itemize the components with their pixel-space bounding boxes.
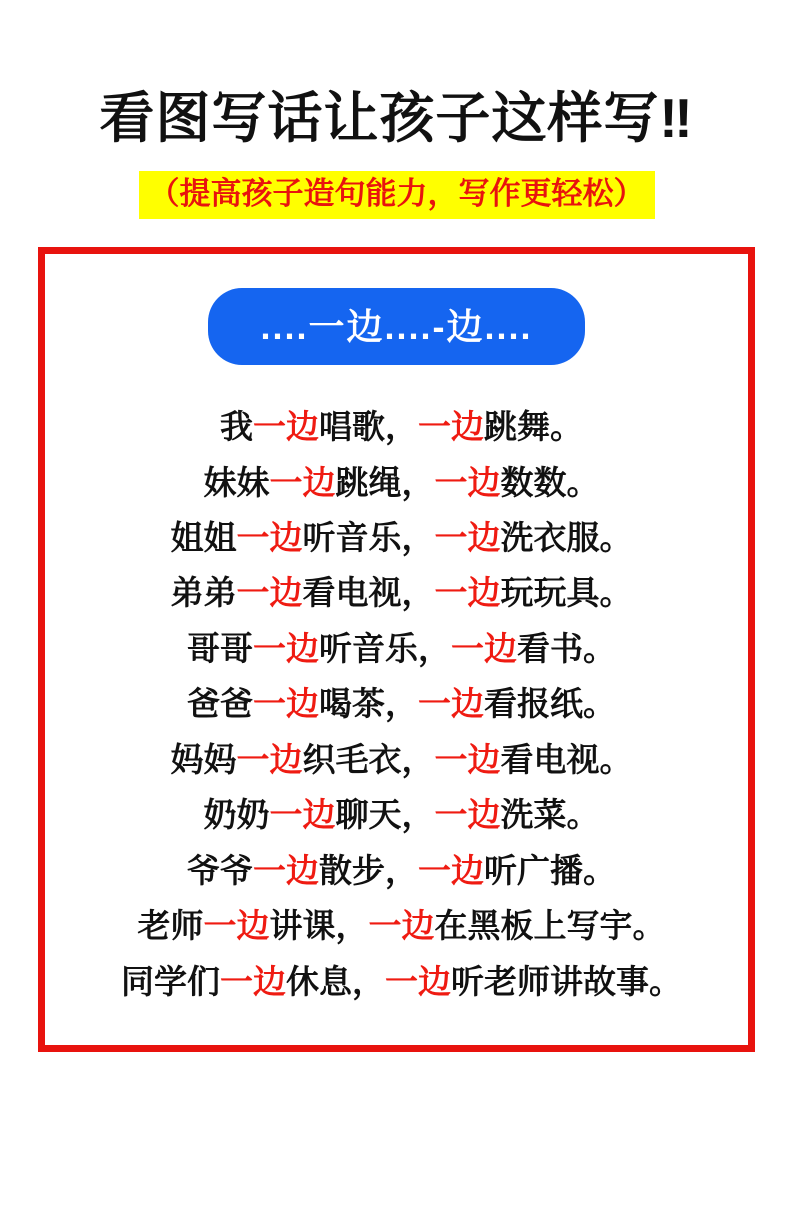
sentence-line [75, 455, 728, 510]
sentence-text: 看电视。 [500, 740, 633, 778]
sentence-text: 散步， [319, 851, 418, 889]
sentence-text: 看报纸。 [484, 685, 616, 723]
page-title: 看图写话让孩子这样写‼ [99, 87, 694, 149]
highlight-word: 一边 [434, 463, 501, 501]
sentence-line [75, 843, 728, 898]
sentence-list [65, 399, 728, 1009]
sentence-text: 看书。 [517, 629, 616, 667]
sentence-text: 妹妹 [203, 463, 270, 501]
sentence-text: 听广播。 [484, 851, 616, 889]
sentence-text: 喝茶， [319, 685, 418, 723]
sentence-text: 同学们 [121, 962, 220, 1000]
sentence-line [75, 732, 728, 787]
sentence-line [75, 399, 728, 454]
highlight-word: 一边 [236, 574, 303, 612]
subtitle-row [0, 171, 793, 220]
sentence-text: 爷爷 [187, 851, 253, 889]
highlight-word: 一边 [220, 962, 286, 1000]
sentence-text: 跳绳， [335, 463, 435, 501]
highlight-word: 一边 [236, 740, 303, 778]
sentence-text: 讲课， [269, 907, 369, 945]
highlight-word: 一边 [253, 851, 319, 889]
sentence-line [75, 898, 728, 953]
highlight-word: 一边 [368, 907, 435, 945]
sentence-text: 奶奶 [203, 796, 270, 834]
highlight-word: 一边 [253, 685, 319, 723]
sentence-text: 弟弟 [170, 574, 237, 612]
sentence-text: 听老师讲故事。 [451, 962, 682, 1000]
highlight-word: 一边 [253, 408, 319, 446]
highlight-word: 一边 [269, 463, 336, 501]
sentence-line [75, 954, 728, 1009]
sentence-text: 听音乐， [302, 519, 435, 557]
sentence-text: 爸爸 [187, 685, 253, 723]
worksheet-page [0, 88, 793, 1210]
sentence-text: 休息， [286, 962, 385, 1000]
highlight-word: 一边 [236, 519, 303, 557]
sentence-text: 聊天， [335, 796, 435, 834]
highlight-word: 一边 [253, 629, 319, 667]
sentence-text: 我 [220, 408, 253, 446]
highlight-word: 一边 [451, 629, 517, 667]
highlight-word: 一边 [418, 685, 484, 723]
pattern-badge: ....一边....-边.... [208, 288, 584, 365]
sentence-text: 洗菜。 [500, 796, 600, 834]
sentence-line [75, 565, 728, 620]
content-frame [38, 247, 755, 1052]
pattern-header-row [65, 288, 728, 365]
sentence-text: 哥哥 [187, 629, 253, 667]
highlight-word: 一边 [434, 574, 501, 612]
highlight-word: 一边 [434, 519, 501, 557]
sentence-text: 跳舞。 [484, 408, 583, 446]
sentence-text: 织毛衣， [302, 740, 435, 778]
sentence-text: 数数。 [500, 463, 600, 501]
highlight-word: 一边 [434, 796, 501, 834]
sentence-line [75, 787, 728, 842]
sentence-text: 妈妈 [170, 740, 237, 778]
sentence-text: 唱歌， [319, 408, 418, 446]
page-subtitle: （提高孩子造句能力，写作更轻松） [139, 171, 655, 220]
sentence-text: 听音乐， [319, 629, 451, 667]
highlight-word: 一边 [418, 408, 484, 446]
sentence-line [75, 510, 728, 565]
highlight-word: 一边 [418, 851, 484, 889]
sentence-text: 看电视， [302, 574, 435, 612]
sentence-text: 老师 [137, 907, 204, 945]
sentence-text: 玩玩具。 [500, 574, 633, 612]
sentence-line [75, 621, 728, 676]
highlight-word: 一边 [269, 796, 336, 834]
highlight-word: 一边 [385, 962, 451, 1000]
sentence-text: 洗衣服。 [500, 519, 633, 557]
highlight-word: 一边 [203, 907, 270, 945]
sentence-text: 在黑板上写宇。 [434, 907, 666, 945]
highlight-word: 一边 [434, 740, 501, 778]
sentence-text: 姐姐 [170, 519, 237, 557]
sentence-line [75, 676, 728, 731]
